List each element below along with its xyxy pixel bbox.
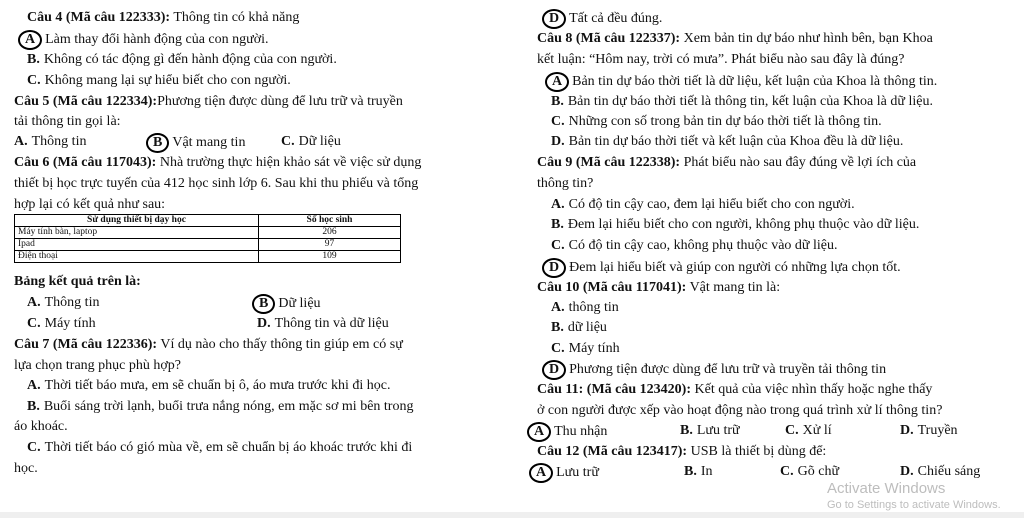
q10-b-text: dữ liệu bbox=[567, 320, 607, 335]
q8-text-line2: kết luận: “Hôm nay, trời có mưa”. Phát biểu nào sau đây là đúng? bbox=[537, 52, 905, 67]
q9-option-b bbox=[551, 216, 919, 236]
q11-b-text: Lưu trữ bbox=[696, 423, 740, 438]
q6-option-c bbox=[27, 315, 96, 335]
q8-c-letter: C. bbox=[551, 114, 565, 129]
q6-b-text: Dữ liệu bbox=[278, 296, 321, 311]
q4-header bbox=[27, 9, 299, 29]
table-cell-count: 109 bbox=[259, 251, 401, 263]
q4-c-text: Không mang lại sự hiểu biết cho con người. bbox=[44, 73, 291, 88]
q7-option-b bbox=[27, 398, 413, 418]
q12-d-text: Chiếu sáng bbox=[917, 464, 981, 479]
q7-d-text: Tất cả đều đúng. bbox=[569, 11, 663, 26]
q8-option-a bbox=[545, 72, 937, 92]
q7-a-letter: A. bbox=[27, 378, 41, 393]
q7-option-d bbox=[542, 9, 662, 29]
q5-header bbox=[14, 93, 403, 113]
q6-text-line3: hợp lại có kết quả như sau: bbox=[14, 197, 166, 212]
activate-windows-settings-hint: Go to Settings to activate Windows. bbox=[827, 499, 1001, 511]
q9-b-text: Đem lại hiểu biết cho con người, không phụ thuộc vào dữ liệu. bbox=[567, 217, 920, 232]
q11-a-circled-letter: A bbox=[527, 422, 551, 442]
q4-a-text: Làm thay đổi hành động của con người. bbox=[45, 32, 269, 47]
q8-header bbox=[537, 30, 933, 50]
q7-c-text-line2: học. bbox=[14, 461, 38, 476]
q5-option-a bbox=[14, 133, 86, 153]
q10-b-letter: B. bbox=[551, 320, 564, 335]
q7-a-text: Thời tiết báo mưa, em sẽ chuẩn bị ô, áo mưa trước khi đi học. bbox=[44, 378, 391, 393]
table-header-row bbox=[15, 215, 401, 227]
q11-text-line2: ở con người được xếp vào hoạt động nào trong quá trình xử lí thông tin? bbox=[537, 403, 943, 418]
table-row bbox=[15, 239, 401, 251]
q6-option-b bbox=[252, 294, 321, 314]
q12-c-text: Gõ chữ bbox=[797, 464, 840, 479]
q6-header bbox=[14, 154, 421, 174]
q4-b-text: Không có tác động gì đến hành động của con người. bbox=[43, 52, 337, 67]
q7-option-a bbox=[27, 377, 391, 397]
q10-d-text: Phương tiện được dùng để lưu trữ và truyền tải thông tin bbox=[569, 362, 887, 377]
q7-c-text1: Thời tiết báo có gió mùa về, em sẽ chuẩn bị áo khoác trước khi đi bbox=[44, 440, 413, 455]
bottom-scrollbar[interactable] bbox=[0, 512, 1024, 518]
q9-title: Câu 9 (Mã câu 122338): bbox=[537, 155, 681, 170]
q11-option-a bbox=[527, 422, 607, 442]
q7-b-letter: B. bbox=[27, 399, 40, 414]
q11-option-c bbox=[785, 422, 832, 442]
q6-text-line4: Bảng kết quả trên là: bbox=[14, 274, 141, 289]
q8-option-c bbox=[551, 113, 882, 133]
q10-option-a bbox=[551, 299, 619, 319]
q7-d-circled-letter: D bbox=[542, 9, 566, 29]
q6-c-text: Máy tính bbox=[44, 316, 96, 331]
q11-c-text: Xử lí bbox=[802, 423, 832, 438]
q8-a-circled-letter: A bbox=[545, 72, 569, 92]
table-cell-count: 206 bbox=[259, 227, 401, 239]
q11-option-d bbox=[900, 422, 958, 442]
q10-option-b bbox=[551, 319, 607, 339]
q9-a-text: Có độ tin cậy cao, đem lại hiểu biết cho con người. bbox=[568, 197, 855, 212]
q4-c-letter: C. bbox=[27, 73, 41, 88]
q5-text-line2: tải thông tin gọi là: bbox=[14, 114, 121, 129]
q10-header bbox=[537, 279, 780, 299]
q6-option-d bbox=[257, 315, 389, 335]
q7-text-line2: lựa chọn trang phục phù hợp? bbox=[14, 358, 182, 373]
q5-c-letter: C. bbox=[281, 134, 295, 149]
q6-a-text: Thông tin bbox=[44, 295, 100, 310]
q11-title: Câu 11: (Mã câu 123420): bbox=[537, 382, 691, 397]
q7-b-text1: Buổi sáng trời lạnh, buổi trưa nắng nóng, em mặc sơ mi bên trong bbox=[43, 399, 414, 414]
q4-option-c bbox=[27, 72, 291, 92]
q12-a-circled-letter: A bbox=[529, 463, 553, 483]
q8-b-letter: B. bbox=[551, 94, 564, 109]
q4-option-a bbox=[18, 30, 269, 50]
table-cell-count: 97 bbox=[259, 239, 401, 251]
q8-option-d bbox=[551, 133, 903, 153]
q6-b-circled-letter: B bbox=[252, 294, 275, 314]
q5-title: Câu 5 (Mã câu 122334): bbox=[14, 94, 158, 109]
q6-a-letter: A. bbox=[27, 295, 41, 310]
q7-b-text-line2: áo khoác. bbox=[14, 419, 68, 434]
q9-option-a bbox=[551, 196, 855, 216]
q10-option-d bbox=[542, 360, 886, 380]
q7-title: Câu 7 (Mã câu 122336): bbox=[14, 337, 158, 352]
q6-d-letter: D. bbox=[257, 316, 271, 331]
q5-c-text: Dữ liệu bbox=[298, 134, 341, 149]
table-header-device: Sử dụng thiết bị dạy học bbox=[15, 215, 259, 227]
table-row bbox=[15, 227, 401, 239]
table-cell-device: Máy tính bàn, laptop bbox=[15, 227, 259, 239]
survey-table bbox=[14, 214, 401, 263]
q4-a-circled-letter: A bbox=[18, 30, 42, 50]
q9-d-text: Đem lại hiểu biết và giúp con người có những lựa chọn tốt. bbox=[569, 260, 901, 275]
q12-option-a bbox=[529, 463, 599, 483]
q12-a-text: Lưu trữ bbox=[556, 465, 599, 480]
q10-c-text: Máy tính bbox=[568, 341, 620, 356]
q9-option-d bbox=[542, 258, 901, 278]
q11-d-text: Truyền bbox=[917, 423, 958, 438]
q8-a-text: Bản tin dự báo thời tiết là dữ liệu, kết luận của Khoa là thông tin. bbox=[572, 74, 938, 89]
q11-d-letter: D. bbox=[900, 423, 914, 438]
q7-option-c bbox=[27, 439, 412, 459]
q10-d-circled-letter: D bbox=[542, 360, 566, 380]
q12-b-text: In bbox=[700, 464, 713, 479]
q12-option-b bbox=[684, 463, 713, 483]
q7-text1: Ví dụ nào cho thấy thông tin giúp em có sự bbox=[157, 337, 403, 352]
q5-text1: Phương tiện được dùng để lưu trữ và truyền bbox=[157, 94, 403, 109]
table-cell-device: Điện thoại bbox=[15, 251, 259, 263]
q8-d-letter: D. bbox=[551, 134, 565, 149]
q12-b-letter: B. bbox=[684, 464, 697, 479]
q6-text-line2: thiết bị học trực tuyến của 412 học sinh lớp 6. Sau khi thu phiếu và tổng bbox=[14, 176, 419, 191]
q9-text-line2: thông tin? bbox=[537, 176, 594, 191]
table-header-count: Số học sinh bbox=[259, 215, 401, 227]
q11-option-b bbox=[680, 422, 740, 442]
q11-text1: Kết quả của việc nhìn thấy hoặc nghe thấy bbox=[691, 382, 933, 397]
q11-b-letter: B. bbox=[680, 423, 693, 438]
q9-a-letter: A. bbox=[551, 197, 565, 212]
q9-c-text: Có độ tin cậy cao, không phụ thuộc vào dữ liệu. bbox=[568, 238, 838, 253]
q5-option-c bbox=[281, 133, 341, 153]
activate-windows-watermark: Activate Windows bbox=[827, 480, 946, 497]
q10-text: Vật mang tin là: bbox=[686, 280, 781, 295]
q12-title: Câu 12 (Mã câu 123417): bbox=[537, 444, 688, 459]
q11-c-letter: C. bbox=[785, 423, 799, 438]
q8-b-text: Bản tin dự báo thời tiết là thông tin, kết luận của Khoa là dữ liệu. bbox=[567, 94, 933, 109]
q9-option-c bbox=[551, 237, 838, 257]
q5-a-letter: A. bbox=[14, 134, 28, 149]
q5-a-text: Thông tin bbox=[31, 134, 87, 149]
table-row bbox=[15, 251, 401, 263]
q8-d-text: Bản tin dự báo thời tiết và kết luận của Khoa đều là dữ liệu. bbox=[568, 134, 904, 149]
q9-header bbox=[537, 154, 916, 174]
q11-a-text: Thu nhận bbox=[554, 424, 608, 439]
q11-header bbox=[537, 381, 932, 401]
q4-title: Câu 4 (Mã câu 122333): bbox=[27, 10, 171, 25]
q6-title: Câu 6 (Mã câu 117043): bbox=[14, 155, 157, 170]
q7-header bbox=[14, 336, 403, 356]
q5-b-circled-letter: B bbox=[146, 133, 169, 153]
q6-c-letter: C. bbox=[27, 316, 41, 331]
q10-title: Câu 10 (Mã câu 117041): bbox=[537, 280, 687, 295]
q10-a-letter: A. bbox=[551, 300, 565, 315]
q8-option-b bbox=[551, 93, 933, 113]
q5-option-b bbox=[146, 133, 245, 153]
q8-title: Câu 8 (Mã câu 122337): bbox=[537, 31, 681, 46]
q6-text1: Nhà trường thực hiện khảo sát về việc sử dụng bbox=[156, 155, 422, 170]
q5-b-text: Vật mang tin bbox=[172, 135, 246, 150]
q6-d-text: Thông tin và dữ liệu bbox=[274, 316, 389, 331]
q9-d-circled-letter: D bbox=[542, 258, 566, 278]
q12-text: USB là thiết bị dùng để: bbox=[687, 444, 827, 459]
q12-d-letter: D. bbox=[900, 464, 914, 479]
q7-c-letter: C. bbox=[27, 440, 41, 455]
q9-c-letter: C. bbox=[551, 238, 565, 253]
q10-c-letter: C. bbox=[551, 341, 565, 356]
q9-text1: Phát biểu nào sau đây đúng về lợi ích của bbox=[680, 155, 917, 170]
table-cell-device: Ipad bbox=[15, 239, 259, 251]
q4-option-b bbox=[27, 51, 337, 71]
q4-text: Thông tin có khả năng bbox=[170, 10, 300, 25]
q9-b-letter: B. bbox=[551, 217, 564, 232]
q10-option-c bbox=[551, 340, 620, 360]
q8-text1: Xem bản tin dự báo như hình bên, bạn Khoa bbox=[680, 31, 933, 46]
q10-a-text: thông tin bbox=[568, 300, 619, 315]
q12-c-letter: C. bbox=[780, 464, 794, 479]
q8-c-text: Những con số trong bản tin dự báo thời tiết là thông tin. bbox=[568, 114, 882, 129]
q4-b-letter: B. bbox=[27, 52, 40, 67]
q12-header bbox=[537, 443, 826, 463]
q6-option-a bbox=[27, 294, 99, 314]
